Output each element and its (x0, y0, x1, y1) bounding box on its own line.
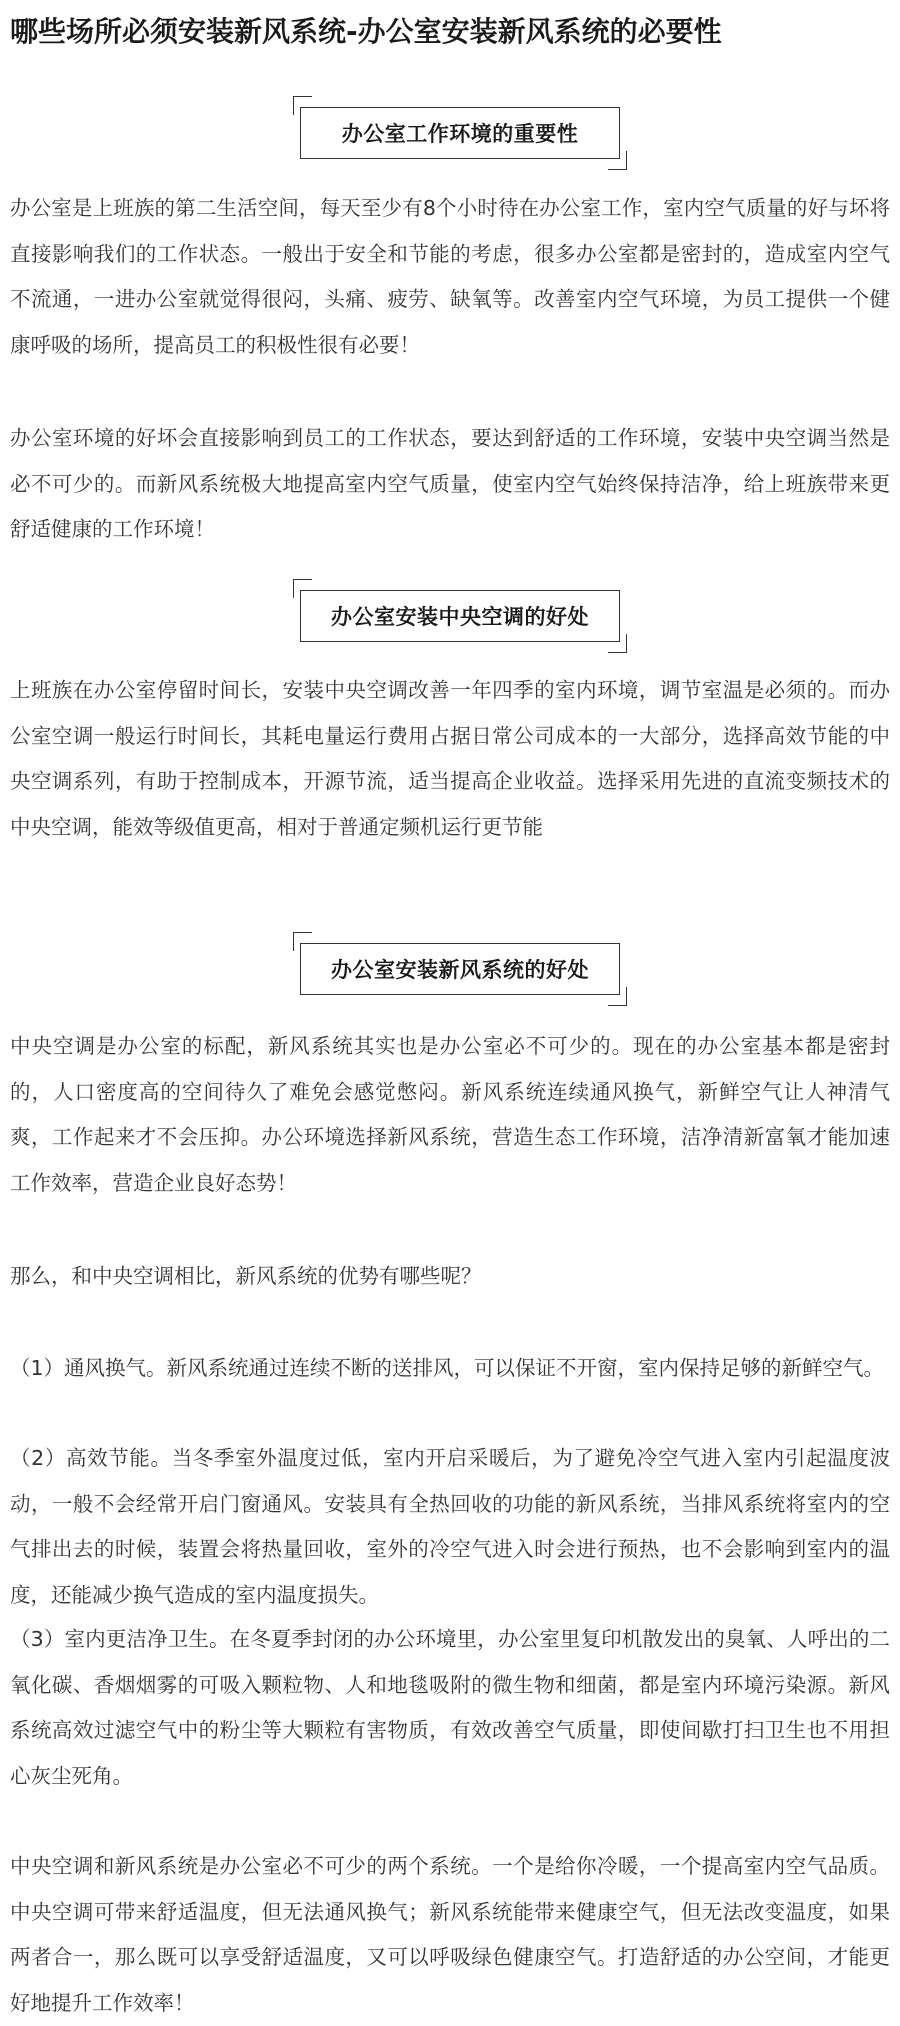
list-item: （2）高效节能。当冬季室外温度过低，室内开启采暖后，为了避免冷空气进入室内引起温度波动，一般不会经常开启门窗通风。安装具有全热回收的功能的新风系统，当排风系统将室内的空气排出去的时候，装置会将热量回收，室外的冷空气进入时会进行预热，也不会影响到室内的温度，还能减少换气造成的室内温度损失。 (10, 1446, 890, 1607)
article-title: 哪些场所必须安装新风系统-办公室安装新风系统的必要性 (10, 15, 722, 48)
list-item: （1）通风换气。新风系统通过连续不断的送排风，可以保证不开窗，室内保持足够的新鲜空气。 (10, 1356, 885, 1380)
section-heading-fresh-air (300, 943, 620, 995)
paragraph: 上班族在办公室停留时间长，安装中央空调改善一年四季的室内环境，调节室温是必须的。而办公室空调一般运行时间长，其耗电量运行费用占据日常公司成本的一大部分，选择高效节能的中央空调系列，有助于控制成本，开源节流，适当提高企业收益。选择采用先进的直流变频技术的中央空调，能效等级值更高，相对于普通定频机运行更节能 (10, 678, 890, 839)
paragraph: 中央空调和新风系统是办公室必不可少的两个系统。一个是给你冷暖，一个提高室内空气品质。中央空调可带来舒适温度，但无法通风换气；新风系统能带来健康空气，但无法改变温度，如果两者合一，那么既可以享受舒适温度，又可以呼吸绿色健康空气。打造舒适的办公空间，才能更好地提升工作效率！ (10, 1854, 890, 2015)
section-heading-label: 办公室工作环境的重要性 (341, 122, 579, 146)
section-heading-office-environment (300, 107, 620, 159)
paragraph: 办公室是上班族的第二生活空间，每天至少有8个小时待在办公室工作，室内空气质量的好与坏将直接影响我们的工作状态。一般出于安全和节能的考虑，很多办公室都是密封的，造成室内空气不流通，一进办公室就觉得很闷，头痛、疲劳、缺氧等。改善室内空气环境，为员工提供一个健康呼吸的场所，提高员工的积极性很有必要！ (10, 196, 890, 357)
paragraph: 中央空调是办公室的标配，新风系统其实也是办公室必不可少的。现在的办公室基本都是密封的，人口密度高的空间待久了难免会感觉憋闷。新风系统连续通风换气，新鲜空气让人神清气爽，工作起来才不会压抑。办公环境选择新风系统，营造生态工作环境，洁净清新富氧才能加速工作效率，营造企业良好态势！ (10, 1034, 890, 1195)
section-heading-label: 办公室安装新风系统的好处 (331, 958, 589, 982)
section-heading-label: 办公室安装中央空调的好处 (331, 605, 589, 629)
paragraph: 那么，和中央空调相比，新风系统的优势有哪些呢？ (10, 1264, 482, 1288)
section-heading-central-ac (300, 590, 620, 642)
list-item: （3）室内更洁净卫生。在冬夏季封闭的办公环境里，办公室里复印机散发出的臭氧、人呼出的二氧化碳、香烟烟雾的可吸入颗粒物、人和地毯吸附的微生物和细菌，都是室内环境污染源。新风系统高效过滤空气中的粉尘等大颗粒有害物质，有效改善空气质量，即使间歇打扫卫生也不用担心灰尘死角。 (10, 1627, 890, 1788)
paragraph: 办公室环境的好坏会直接影响到员工的工作状态，要达到舒适的工作环境，安装中央空调当然是必不可少的。而新风系统极大地提高室内空气质量，使室内空气始终保持洁净，给上班族带来更舒适健康的工作环境！ (10, 426, 890, 541)
